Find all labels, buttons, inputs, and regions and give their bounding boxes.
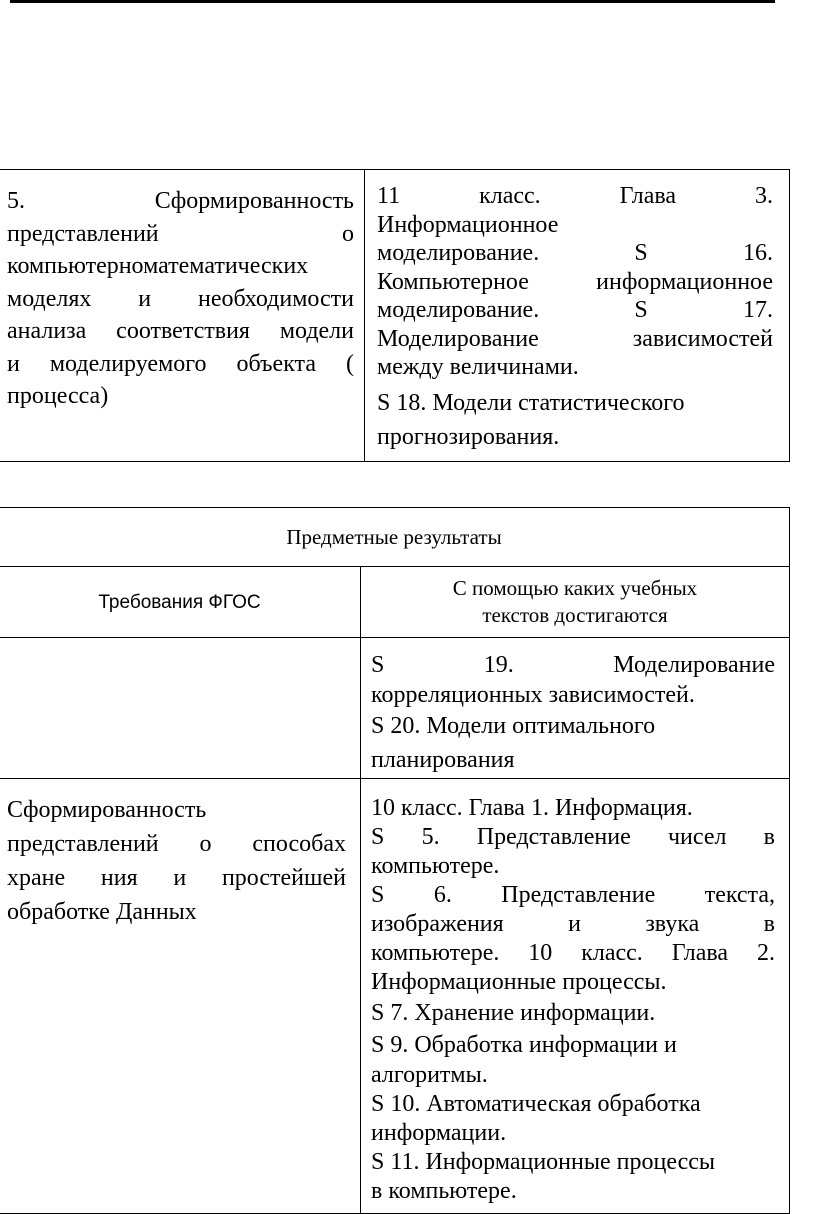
textbook-cell [361, 779, 790, 1214]
text-line: Моделирование зависимостей [377, 325, 773, 352]
text-line: 11 класс. Глава 3. [377, 183, 773, 209]
text-line: S 10. Автоматическая обработка [371, 1091, 701, 1117]
table-row [0, 638, 790, 779]
text-line: прогнозирования. [377, 423, 560, 450]
text-line: Компьютерное информационное [377, 268, 773, 295]
text-line: компьютере. 10 класс. Глава 2. [371, 940, 775, 966]
textbook-cell [365, 170, 790, 462]
text-line: обработке Данных [7, 899, 197, 925]
text-line: представлений о [7, 220, 354, 247]
top-rule [10, 0, 775, 3]
text-line: Информационное [377, 211, 559, 238]
column-header-text: С помощью каких учебных [452, 576, 698, 600]
text-line: S 6. Представление текста, [371, 882, 775, 908]
requirement-cell [0, 779, 361, 1214]
text-line: анализа соответствия модели [7, 318, 354, 344]
text-line: S 18. Модели статистического [377, 389, 685, 416]
table-title-cell [0, 508, 790, 567]
text-line: в компьютере. [371, 1178, 517, 1204]
table-title: Предметные результаты [286, 524, 502, 549]
text-line: S 5. Представление чисел в [371, 824, 775, 850]
textbook-text [377, 182, 773, 382]
table-header-row [0, 508, 790, 567]
text-line: 5. Сформированность [7, 188, 354, 214]
text-line: компьютерноматематических [7, 253, 309, 279]
column-header-text: Требования ФГОС [98, 591, 261, 613]
table-row [0, 170, 790, 462]
table-row [0, 779, 790, 1214]
text-line: алгоритмы. [371, 1062, 488, 1088]
requirement-cell [0, 170, 365, 462]
text-line: S 7. Хранение информации. [371, 1000, 656, 1026]
competency-table-1 [0, 169, 790, 462]
text-line: моделирование. S 16. [377, 240, 773, 266]
text-line: моделирование. S 17. [377, 297, 773, 323]
competency-table-2 [0, 507, 790, 1214]
textbook-text [371, 650, 775, 710]
column-header-text: текстов достигаются [482, 603, 668, 627]
text-line: информации. [371, 1120, 507, 1146]
requirement-text [7, 185, 354, 413]
text-line: S 20. Модели оптимального [371, 713, 656, 739]
text-line: моделях и необходимости [7, 285, 354, 312]
text-line: S 11. Информационные процессы [371, 1149, 716, 1175]
text-line: Сформированность [7, 797, 207, 823]
requirement-text [7, 793, 346, 929]
text-line: S 19. Моделирование [371, 652, 775, 678]
text-line: 10 класс. Глава 1. Информация. [371, 795, 693, 821]
requirement-cell [0, 638, 361, 779]
text-line: планирования [371, 747, 515, 773]
column-header-row [0, 567, 790, 638]
text-line: S 9. Обработка информации и [371, 1032, 677, 1058]
text-line: корреляционных зависимостей. [371, 682, 695, 708]
text-line: процесса) [7, 383, 109, 409]
text-line: между величинами. [377, 354, 579, 380]
text-line: представлений о способах [7, 831, 346, 857]
text-line: компьютере. [371, 853, 500, 879]
textbook-cell [361, 638, 790, 779]
text-line: Информационные процессы. [371, 969, 667, 995]
text-line: хране ния и простейшей [7, 865, 346, 891]
text-line: изображения и звука в [371, 911, 775, 937]
column-header-requirements [0, 567, 361, 638]
column-header-textbooks [361, 567, 790, 638]
text-line: и моделируемого объекта ( [7, 350, 354, 377]
textbook-text [371, 823, 775, 997]
